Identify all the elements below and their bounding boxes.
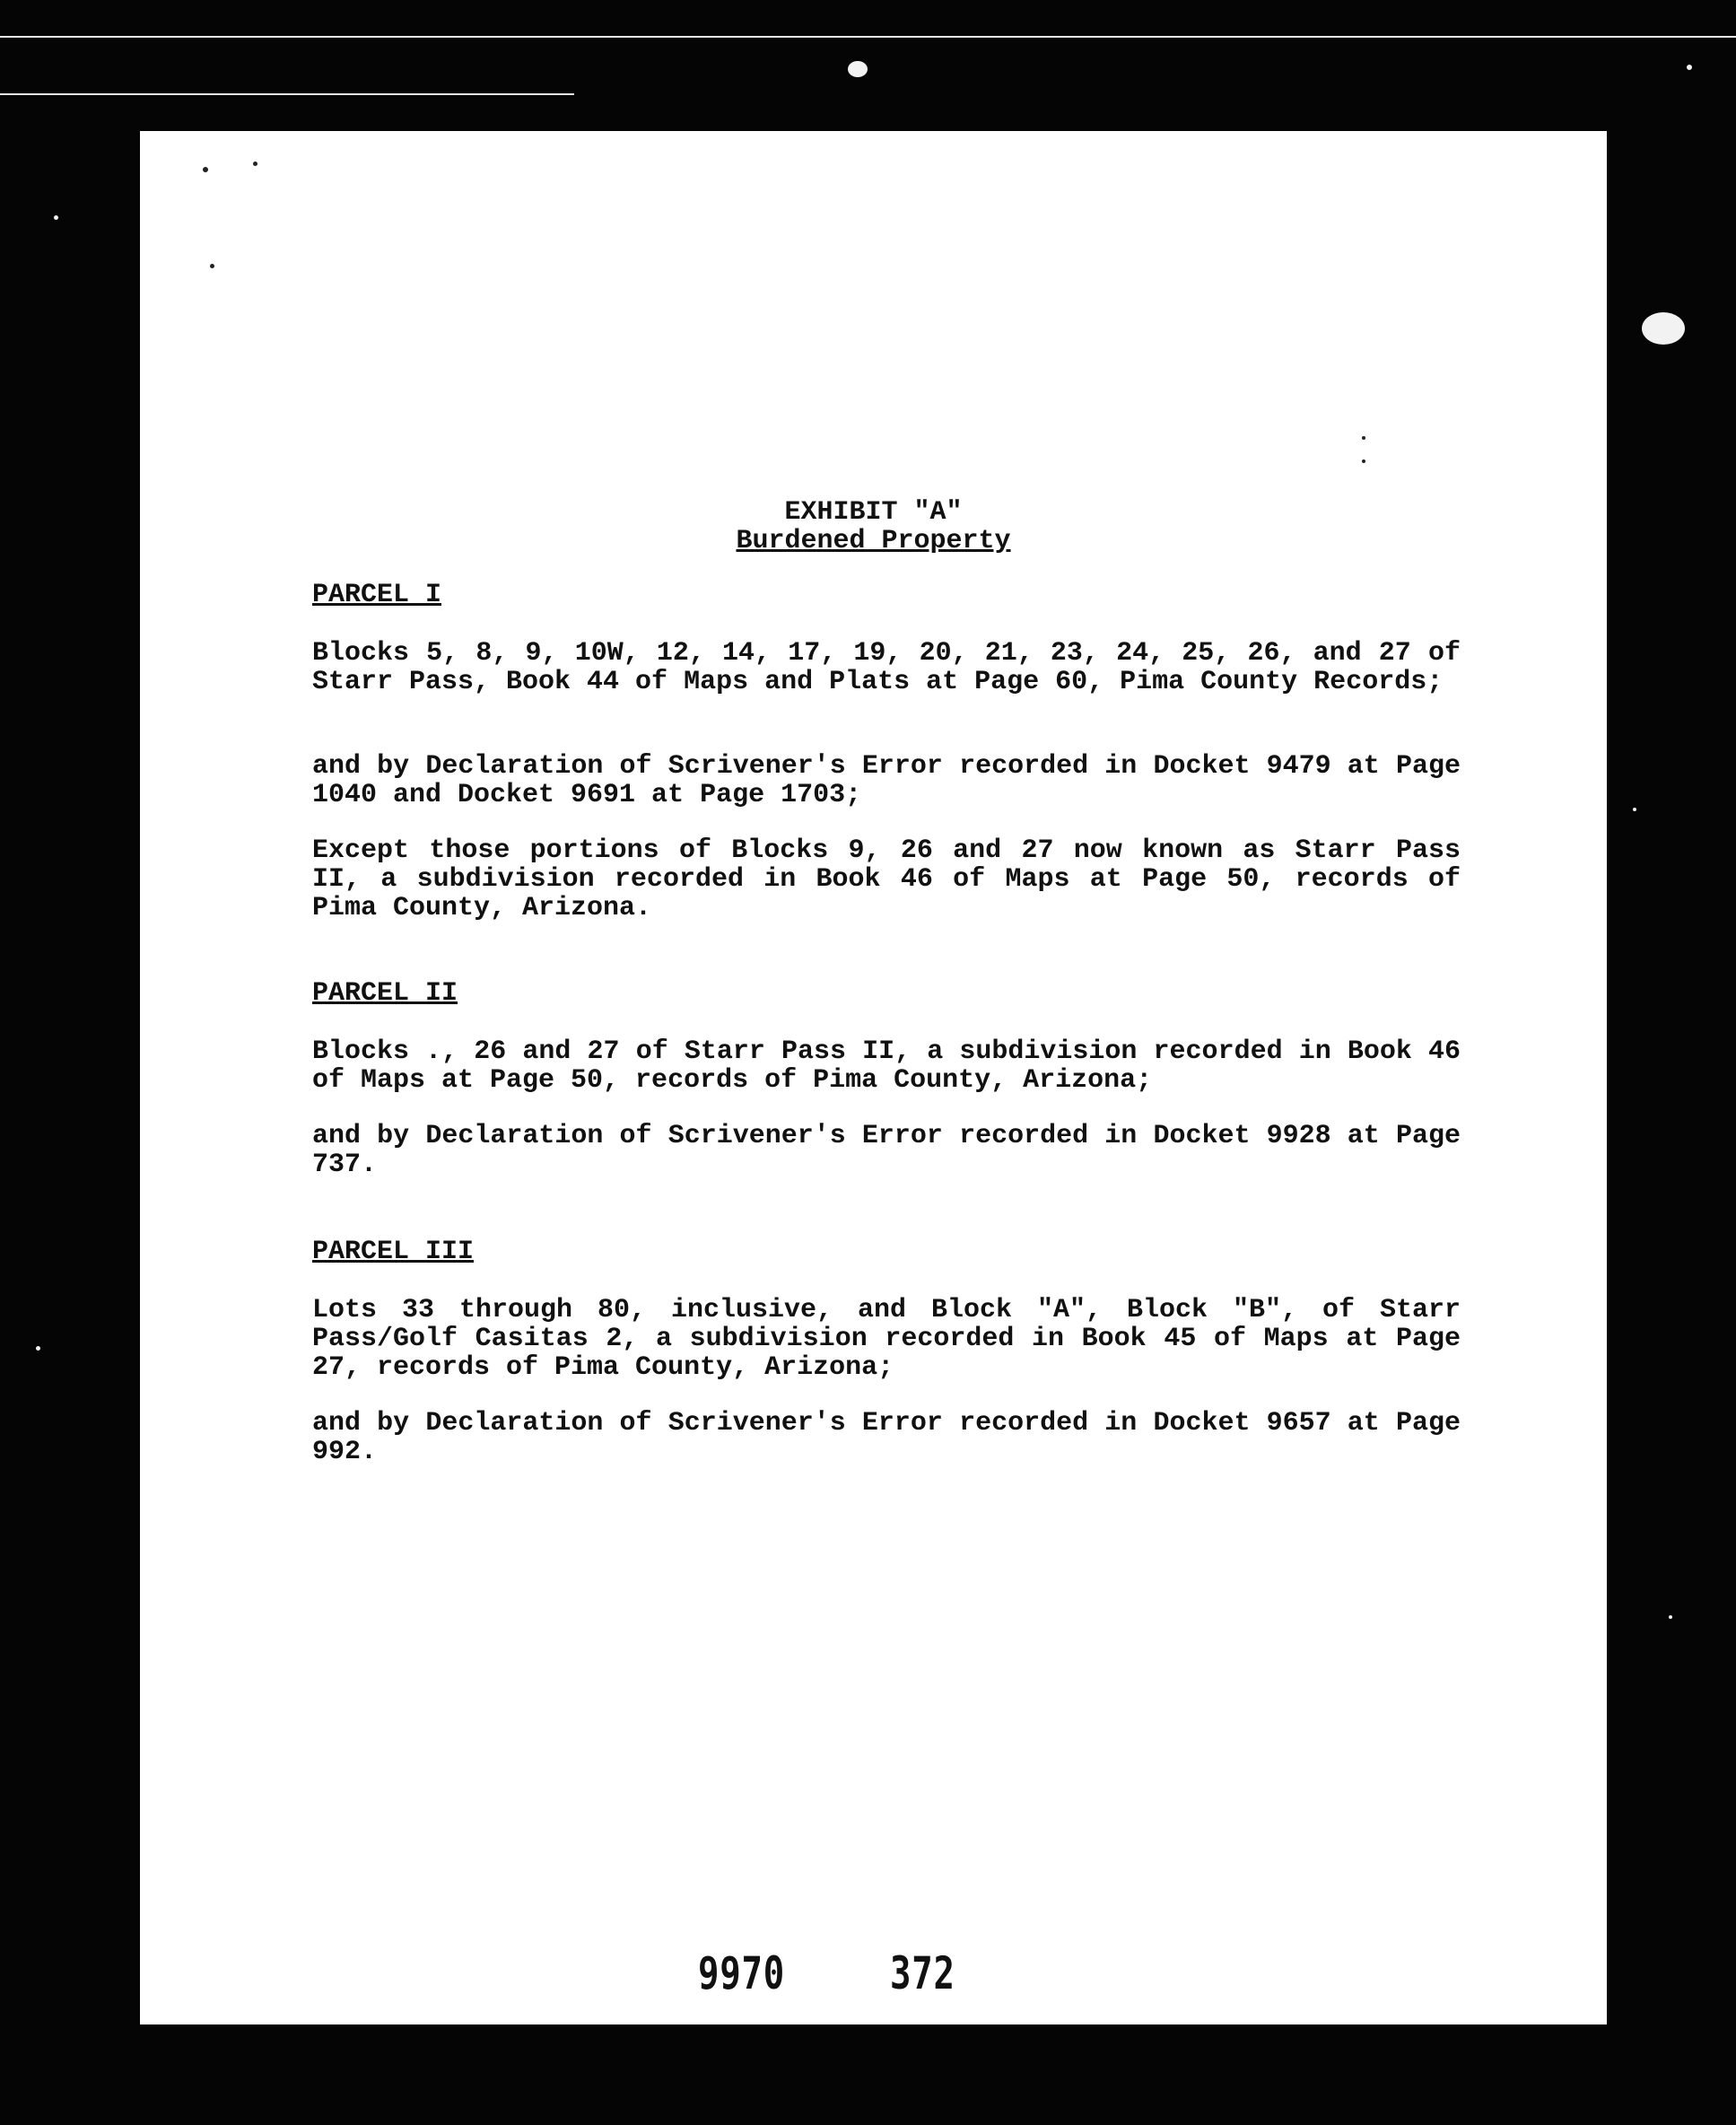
margin-mark — [1362, 436, 1365, 440]
parcel-i-paragraph: and by Declaration of Scrivener's Error recorded in Docket 9479 at Page 1040 and Docket 9691 at Page 1703; — [312, 751, 1461, 810]
document-page — [140, 131, 1607, 2024]
parcel-iii-paragraph: and by Declaration of Scrivener's Error recorded in Docket 9657 at Page 992. — [312, 1408, 1461, 1467]
scan-speck — [848, 61, 868, 77]
docket-number: 9970 — [698, 1947, 786, 1999]
scan-speck — [36, 1346, 40, 1351]
parcel-ii-paragraph: Blocks ., 26 and 27 of Starr Pass II, a subdivision recorded in Book 46 of Maps at Page 50, records of Pima County, Arizona; — [312, 1036, 1461, 1096]
scan-speck — [1687, 65, 1692, 70]
exhibit-heading: EXHIBIT "A" — [784, 497, 963, 528]
parcel-iii-paragraph: Lots 33 through 80, inclusive, and Block "A", Block "B", of Starr Pass/Golf Casitas 2, a subdivision recorded in Book 45 of Maps at Page 27, records of Pima County, Arizona; — [312, 1295, 1461, 1383]
scan-speck — [1633, 808, 1636, 811]
margin-mark — [210, 264, 214, 268]
scan-border-line — [0, 93, 574, 95]
scan-speck — [54, 215, 58, 220]
margin-mark — [253, 162, 257, 166]
parcel-i-title: PARCEL I — [312, 580, 442, 610]
parcel-i-paragraph: Except those portions of Blocks 9, 26 and 27 now known as Starr Pass II, a subdivision recorded in Book 46 of Maps at Page 50, records of Pima County, Arizona. — [312, 835, 1461, 923]
scan-border-line — [0, 36, 1736, 38]
margin-mark — [1362, 459, 1365, 463]
parcel-ii-title: PARCEL II — [312, 978, 458, 1009]
page-number: 372 — [890, 1947, 955, 1999]
parcel-i-paragraph: Blocks 5, 8, 9, 10W, 12, 14, 17, 19, 20, 21, 23, 24, 25, 26, and 27 of Starr Pass, Book 44 of Maps and Plats at Page 60, Pima County Records; — [312, 638, 1461, 697]
parcel-iii-title: PARCEL III — [312, 1237, 475, 1267]
margin-mark — [203, 167, 208, 172]
parcel-ii-paragraph: and by Declaration of Scrivener's Error recorded in Docket 9928 at Page 737. — [312, 1121, 1461, 1180]
scan-speck — [1669, 1615, 1672, 1619]
scan-speck — [1642, 312, 1685, 345]
burdened-property-subheading: Burdened Property — [736, 526, 1011, 556]
